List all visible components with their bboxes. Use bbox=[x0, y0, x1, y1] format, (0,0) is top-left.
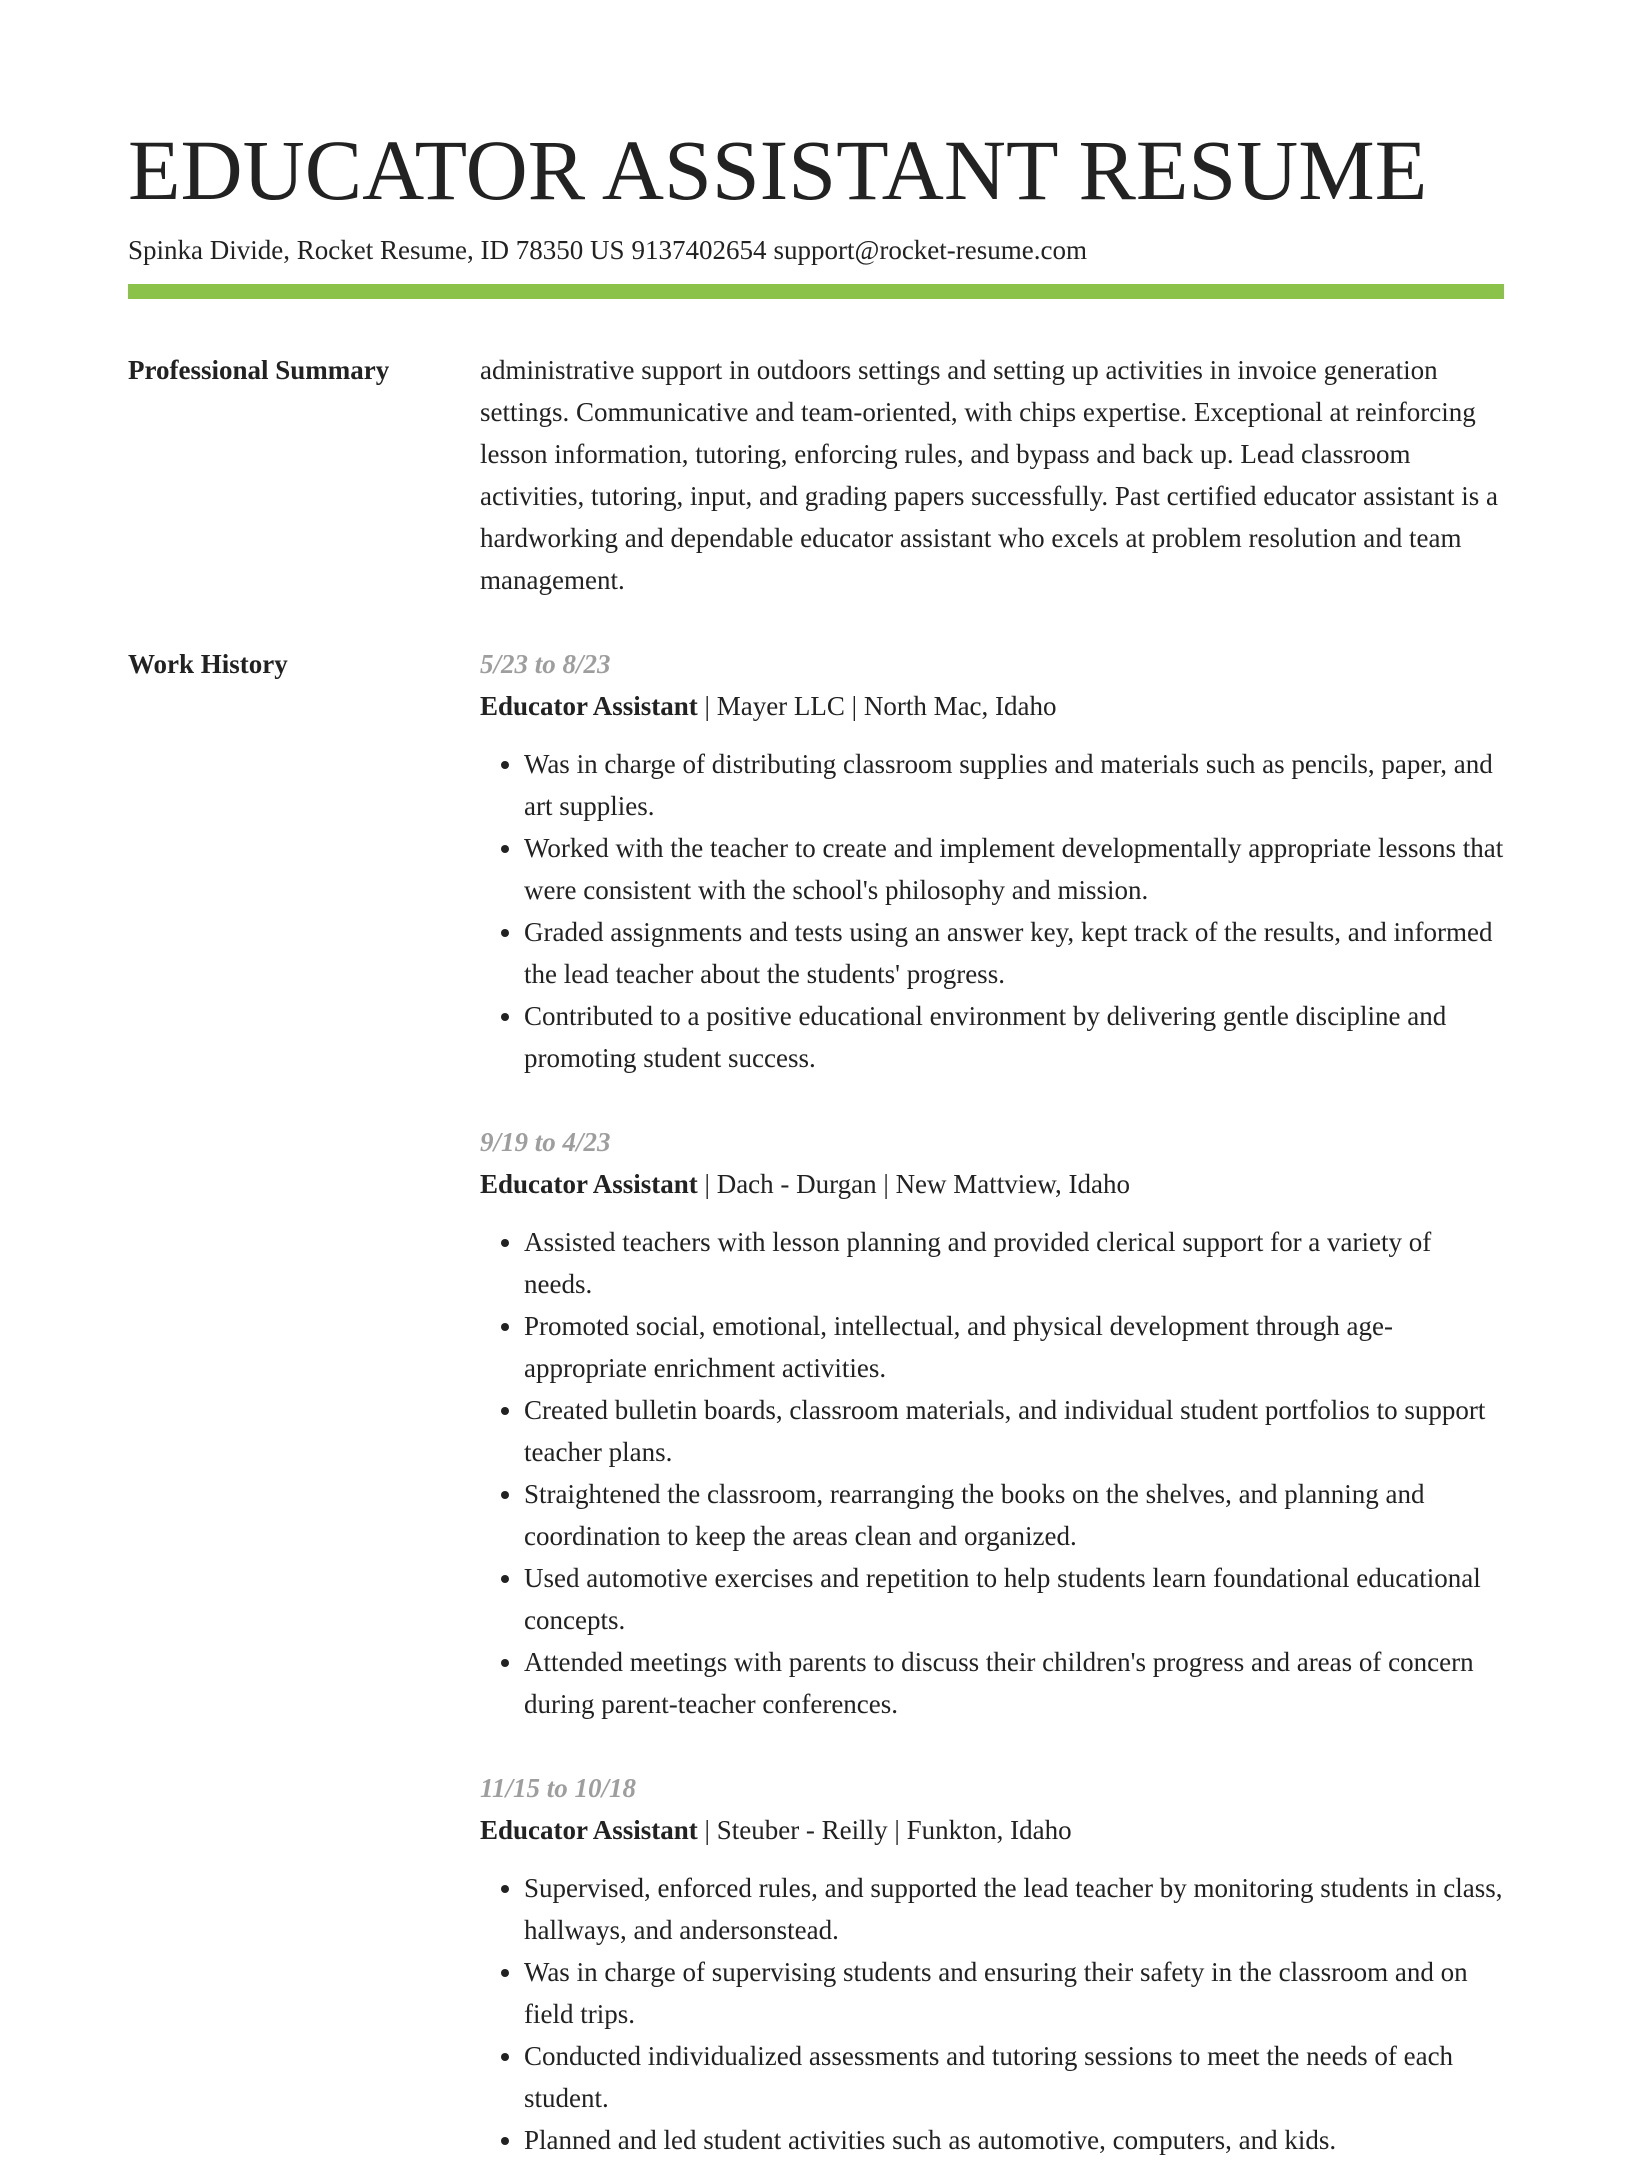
contact-phone: 9137402654 bbox=[631, 235, 767, 265]
job-role: Educator Assistant bbox=[480, 1815, 698, 1845]
job-bullet: • Straightened the classroom, rearranging the books on the shelves, and planning and coordination to keep the areas clean and organized. bbox=[524, 1473, 1504, 1557]
resume-page bbox=[128, 0, 1504, 2161]
job-entry bbox=[480, 1121, 1504, 1725]
work-history-heading: Work History bbox=[128, 649, 288, 679]
job-separator: | bbox=[883, 1169, 889, 1199]
job-heading bbox=[480, 1163, 1504, 1205]
job-heading bbox=[480, 1809, 1504, 1851]
job-separator: | bbox=[851, 691, 858, 721]
job-bullets bbox=[480, 1221, 1504, 1725]
job-company: Mayer LLC bbox=[716, 691, 845, 721]
job-entry bbox=[480, 1767, 1504, 2161]
job-bullet: • Assisted teachers with lesson planning and provided clerical support for a variety of needs. bbox=[524, 1221, 1504, 1305]
summary-heading: Professional Summary bbox=[128, 355, 390, 385]
job-location: North Mac, Idaho bbox=[863, 691, 1057, 721]
job-separator: | bbox=[704, 1815, 710, 1845]
contact-email: support@rocket-resume.com bbox=[773, 235, 1087, 265]
job-dates: 11/15 to 10/18 bbox=[480, 1773, 637, 1803]
job-role: Educator Assistant bbox=[480, 691, 698, 721]
job-bullet: • Created bulletin boards, classroom materials, and individual student portfolios to support teacher plans. bbox=[524, 1389, 1504, 1473]
resume-title: EDUCATOR ASSISTANT RESUME bbox=[128, 122, 1428, 218]
work-history-list bbox=[480, 643, 1504, 2161]
job-bullets bbox=[480, 1867, 1504, 2161]
work-history-section bbox=[128, 643, 1504, 2161]
job-bullet: • Contributed to a positive educational environment by delivering gentle discipline and promoting student success. bbox=[524, 995, 1504, 1079]
job-heading bbox=[480, 685, 1504, 727]
job-company: Steuber - Reilly bbox=[716, 1815, 888, 1845]
job-dates: 5/23 to 8/23 bbox=[480, 649, 611, 679]
job-bullet: • Worked with the teacher to create and implement developmentally appropriate lessons that were consistent with the school's philosophy and mission. bbox=[524, 827, 1504, 911]
job-entry bbox=[480, 643, 1504, 1079]
job-dates: 9/19 to 4/23 bbox=[480, 1127, 611, 1157]
job-bullet: • Supervised, enforced rules, and supported the lead teacher by monitoring students in class, hallways, and andersonstead. bbox=[524, 1867, 1504, 1951]
job-bullet: • Graded assignments and tests using an answer key, kept track of the results, and informed the lead teacher about the students' progress. bbox=[524, 911, 1504, 995]
job-bullets bbox=[480, 743, 1504, 1079]
job-separator: | bbox=[704, 1169, 710, 1199]
job-bullet: • Promoted social, emotional, intellectual, and physical development through age-appropriate enrichment activities. bbox=[524, 1305, 1504, 1389]
job-bullet: • Used automotive exercises and repetition to help students learn foundational educational concepts. bbox=[524, 1557, 1504, 1641]
job-bullet: • Conducted individualized assessments and tutoring sessions to meet the needs of each student. bbox=[524, 2035, 1504, 2119]
job-role: Educator Assistant bbox=[480, 1169, 698, 1199]
job-separator: | bbox=[704, 691, 710, 721]
summary-text: administrative support in outdoors settings and setting up activities in invoice generation settings. Communicative and team-oriented, with chips expertise. Exceptional at reinforcing lesson information, tutoring, enforcing rules, and bypass and back up. Lead classroom activities, tutoring, input, and grading papers successfully. Past certified educator assistant is a hardworking and dependable educator assistant who excels at problem resolution and team management. bbox=[480, 355, 1498, 595]
summary-section bbox=[128, 349, 1504, 601]
job-bullet: • Was in charge of distributing classroom supplies and materials such as pencils, paper, and art supplies. bbox=[524, 743, 1504, 827]
contact-line bbox=[128, 232, 1504, 268]
job-location: Funkton, Idaho bbox=[906, 1815, 1072, 1845]
job-company: Dach - Durgan bbox=[716, 1169, 877, 1199]
job-separator: | bbox=[894, 1815, 900, 1845]
accent-divider bbox=[128, 284, 1504, 299]
job-bullet: • Planned and led student activities such as automotive, computers, and kids. bbox=[524, 2119, 1504, 2161]
job-bullet: • Was in charge of supervising students and ensuring their safety in the classroom and on field trips. bbox=[524, 1951, 1504, 2035]
contact-address: Spinka Divide, Rocket Resume, ID 78350 US bbox=[128, 235, 625, 265]
job-bullet: • Attended meetings with parents to discuss their children's progress and areas of concern during parent-teacher conferences. bbox=[524, 1641, 1504, 1725]
job-location: New Mattview, Idaho bbox=[895, 1169, 1130, 1199]
